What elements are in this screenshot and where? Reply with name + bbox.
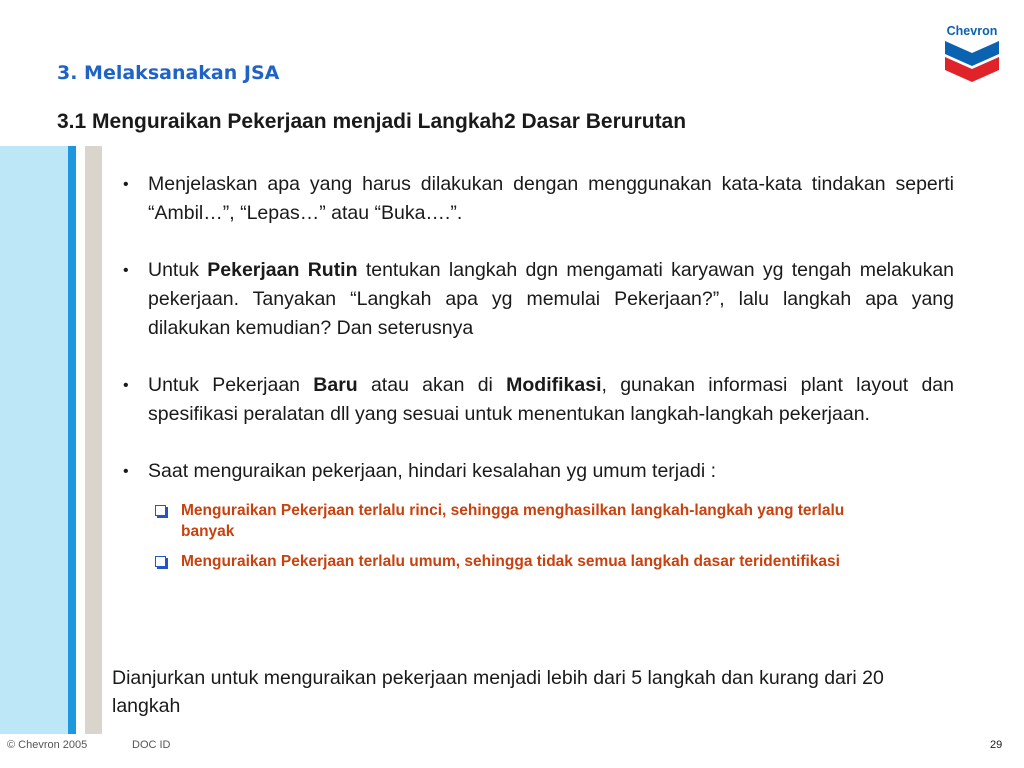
section-title: 3. Melaksanakan JSA bbox=[57, 62, 280, 84]
closing-text: Dianjurkan untuk menguraikan pekerjaan menjadi lebih dari 5 langkah dan kurang dari 20 langkah bbox=[112, 667, 884, 717]
sub-bullet-text: Menguraikan Pekerjaan terlalu rinci, sehingga menghasilkan langkah-langkah yang terlalu banyak bbox=[181, 502, 845, 540]
bullet-item bbox=[123, 371, 954, 429]
bullet-item bbox=[123, 256, 954, 343]
bullet-item bbox=[123, 457, 954, 486]
left-decor-bar-blue bbox=[68, 146, 76, 734]
footer-doc-id: DOC ID bbox=[132, 739, 171, 751]
sub-bullet-item bbox=[123, 551, 881, 572]
bullet-bold-term: Modifikasi bbox=[506, 374, 602, 396]
footer-copyright: © Chevron 2005 bbox=[7, 739, 88, 751]
chevron-logo-icon bbox=[941, 22, 1003, 84]
bullet-text: Menjelaskan apa yang harus dilakukan dengan menggunakan kata-kata tindakan seperti “Ambil…”, “Lepas…” atau “Buka….”. bbox=[148, 173, 954, 224]
sub-bullet-item bbox=[123, 500, 881, 542]
left-decor-bar-light bbox=[0, 146, 68, 734]
sub-bullet-text: Menguraikan Pekerjaan terlalu umum, sehingga tidak semua langkah dasar teridentifikasi bbox=[181, 553, 840, 570]
logo-text: Chevron bbox=[946, 24, 998, 38]
bullet-dot: • bbox=[123, 262, 129, 279]
checkbox-bullet-icon bbox=[155, 505, 166, 516]
left-decor-bar-grey bbox=[85, 146, 102, 734]
bullet-text: Untuk Pekerjaan Rutin tentukan langkah dgn mengamati karyawan yg tengah melakukan pekerjaan. Tanyakan “Langkah apa yg memulai Pekerjaan?”, lalu langkah apa yang dilakukan kemudian? Dan seterusnya bbox=[148, 259, 955, 339]
bullet-item bbox=[123, 170, 954, 228]
bullet-dot: • bbox=[123, 176, 129, 193]
bullet-bold-term: Pekerjaan Rutin bbox=[207, 259, 358, 281]
bullet-list bbox=[123, 170, 954, 581]
page-title: 3.1 Menguraikan Pekerjaan menjadi Langkah2 Dasar Berurutan bbox=[57, 110, 687, 133]
bullet-text: Untuk Pekerjaan Baru atau akan di Modifikasi, gunakan informasi plant layout dan spesifikasi peralatan dll yang sesuai untuk menentukan langkah-langkah pekerjaan. bbox=[148, 374, 954, 425]
bullet-text: Saat menguraikan pekerjaan, hindari kesalahan yg umum terjadi : bbox=[148, 460, 716, 482]
bullet-dot: • bbox=[123, 463, 129, 480]
bullet-dot: • bbox=[123, 377, 129, 394]
checkbox-bullet-icon bbox=[155, 556, 166, 567]
bullet-bold-term: Baru bbox=[313, 374, 358, 396]
left-decor-bar-gap bbox=[76, 146, 85, 734]
page-number: 29 bbox=[990, 739, 1003, 751]
